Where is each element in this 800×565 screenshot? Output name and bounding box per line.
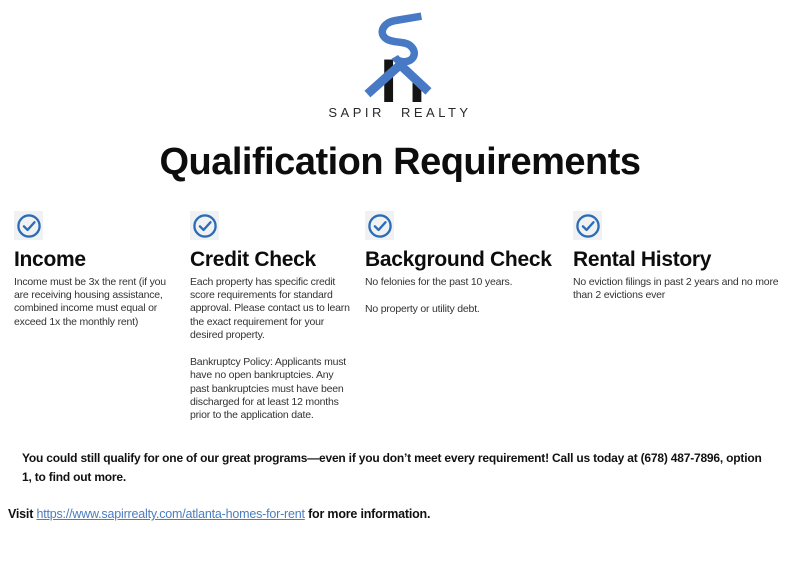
requirement-income bbox=[14, 211, 190, 436]
requirement-heading: Rental History bbox=[573, 248, 712, 271]
website-link[interactable]: https://www.sapirrealty.com/atlanta-homes-for-rent bbox=[36, 507, 305, 521]
requirement-heading: Income bbox=[14, 248, 86, 271]
check-circle-icon bbox=[14, 211, 43, 240]
sapir-realty-logo-icon bbox=[363, 10, 437, 102]
requirement-text: Income must be 3x the rent (if you are receiving housing assistance, combined income must equal or exceed 1x the monthly rent) bbox=[14, 276, 166, 328]
requirement-heading: Credit Check bbox=[190, 248, 316, 271]
check-circle-icon bbox=[190, 211, 219, 240]
visit-prefix: Visit bbox=[8, 507, 37, 521]
requirement-rental-history bbox=[573, 211, 790, 436]
requirement-background-check bbox=[365, 211, 573, 436]
requirement-heading: Background Check bbox=[365, 248, 552, 271]
promo-text: You could still qualify for one of our great programs—even if you don’t meet every requirement! Call us today at (678) 487-7896, option 1, to find out more. bbox=[22, 451, 762, 485]
requirement-text: Bankruptcy Policy: Applicants must have no open bankruptcies. Any past bankruptcies must have been discharged for at least 12 months prior to the application date. bbox=[190, 356, 347, 421]
brand-name: SAPIR REALTY bbox=[328, 105, 472, 120]
requirements-grid bbox=[14, 211, 790, 436]
requirement-text: No felonies for the past 10 years. bbox=[365, 276, 513, 288]
requirement-text: Each property has specific credit score requirements for standard approval. Please contact us to learn the exact requirement for your desired property. bbox=[190, 276, 350, 341]
page-title: Qualification Requirements bbox=[159, 141, 641, 183]
check-circle-icon bbox=[573, 211, 602, 240]
requirement-text: No property or utility debt. bbox=[365, 303, 480, 316]
visit-line bbox=[8, 507, 788, 521]
check-circle-icon bbox=[365, 211, 394, 240]
brand-logo bbox=[0, 10, 800, 120]
requirement-credit-check bbox=[190, 211, 365, 436]
requirement-text: No eviction filings in past 2 years and no more than 2 evictions ever bbox=[573, 276, 779, 302]
visit-suffix: for more information. bbox=[304, 507, 431, 521]
